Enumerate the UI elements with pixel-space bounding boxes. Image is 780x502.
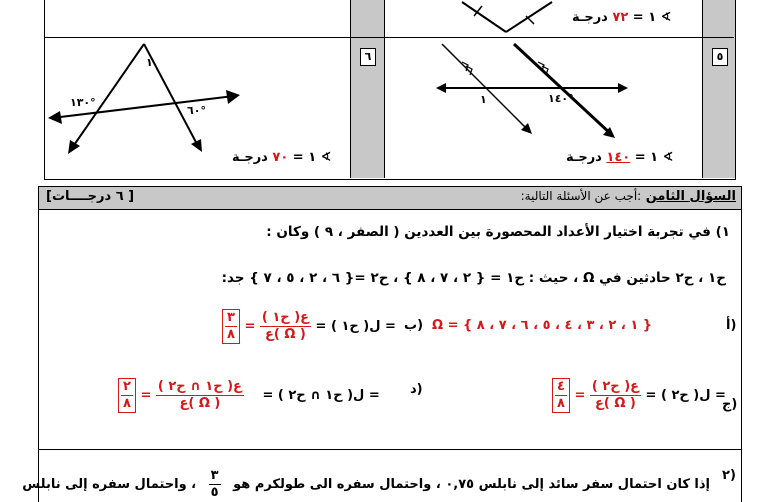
- part-b-label: ب): [404, 318, 424, 333]
- answer-cell-5: ∢ ١ = ١٤٠ درجـة: [566, 150, 674, 165]
- cell-number-6: ٦: [360, 48, 376, 66]
- answer-cell-6: ∢ ١ = ٧٠ درجـة: [232, 150, 332, 165]
- part-b-answer-box: $\frac{٣}{٨}$: [222, 309, 240, 344]
- part2-number: ٢): [722, 468, 736, 483]
- part-a-omega: Ω = { ١ ، ٢ ، ٣ ، ٤ ، ٥ ، ٦ ، ٧ ، ٨ }: [432, 318, 653, 333]
- angle-label-60: ٦٠°: [187, 104, 206, 117]
- question-marks: [ ٦ درجــــات]: [46, 189, 135, 204]
- part-b-fraction: $\frac{\text{ع( ح١ )}}{\text{ع( Ω )}}$: [261, 310, 310, 342]
- part-d-label: د): [410, 382, 423, 397]
- angle-label-140: ١٤٠°: [548, 92, 574, 105]
- parallel-lines-figure-top: [440, 0, 560, 38]
- part-d-fraction: $\frac{\text{ع( ح١ ∩ ح٢ )}}{\text{ع( Ω )}}$: [157, 379, 242, 411]
- question-title: السؤال الثامن :أجب عن الأسئلة التالية:: [520, 189, 736, 204]
- part-c-expression: $\frac{٤}{٨}$ = $\frac{\text{ع( ح٢ )}}{\text{ع( Ω )}}$ = ل( ح٢ ) =: [552, 378, 726, 413]
- part-a-label: أ): [726, 318, 737, 333]
- part-c-answer-box: $\frac{٤}{٨}$: [552, 378, 570, 413]
- table-number-column-mid: [351, 0, 385, 178]
- part-c-label: ج): [722, 397, 738, 412]
- part1-events: ح١ ، ح٢ حادثين في Ω ، حيث : ح١ = { ٢ ، ٧ ، ٨ } ، ح٢ ={ ٦ ، ٢ ، ٥ ، ٧ } جد:: [221, 270, 726, 286]
- angle-label-top-1: ١: [146, 56, 153, 69]
- part-b-expression: $\frac{٣}{٨}$ = $\frac{\text{ع( ح١ )}}{\text{ع( Ω )}}$ = ل( ح١ ) =: [222, 309, 396, 344]
- answer-top-right: ∢ ١ = ٧٢ درجـة: [572, 10, 672, 25]
- part-d-answer-box: $\frac{٢}{٨}$: [118, 378, 136, 413]
- part2-fraction: $\frac{٣}{٥}$: [210, 468, 219, 500]
- table-number-column-right: [702, 0, 735, 178]
- cell-number-5: ٥: [712, 48, 728, 66]
- angle-label-1: ١: [480, 93, 487, 106]
- part-c-fraction: $\frac{\text{ع( ح٢ )}}{\text{ع( Ω )}}$: [591, 379, 640, 411]
- parallel-lines-transversals-figure: [432, 40, 632, 140]
- part1-intro: ١) في تجربة اختيار الأعداد المحصورة بين العددين ( الصفر ، ٩ ) وكان :: [266, 224, 730, 240]
- part2-text: إذا كان احتمال سفر سائد إلى نابلس ٠,٧٥ ، واحتمال سفره الى طولكرم هو $\frac{٣}{٥}$ ، واحتمال سفره إلى نابلس: [22, 468, 710, 500]
- part-d-expression: $\frac{٢}{٨}$ = $\frac{\text{ع( ح١ ∩ ح٢ )}}{\text{ع( Ω )}}$ = ل( ح١ ∩ ح٢ ) =: [118, 378, 380, 413]
- angle-label-130: ١٣٠°: [70, 96, 96, 109]
